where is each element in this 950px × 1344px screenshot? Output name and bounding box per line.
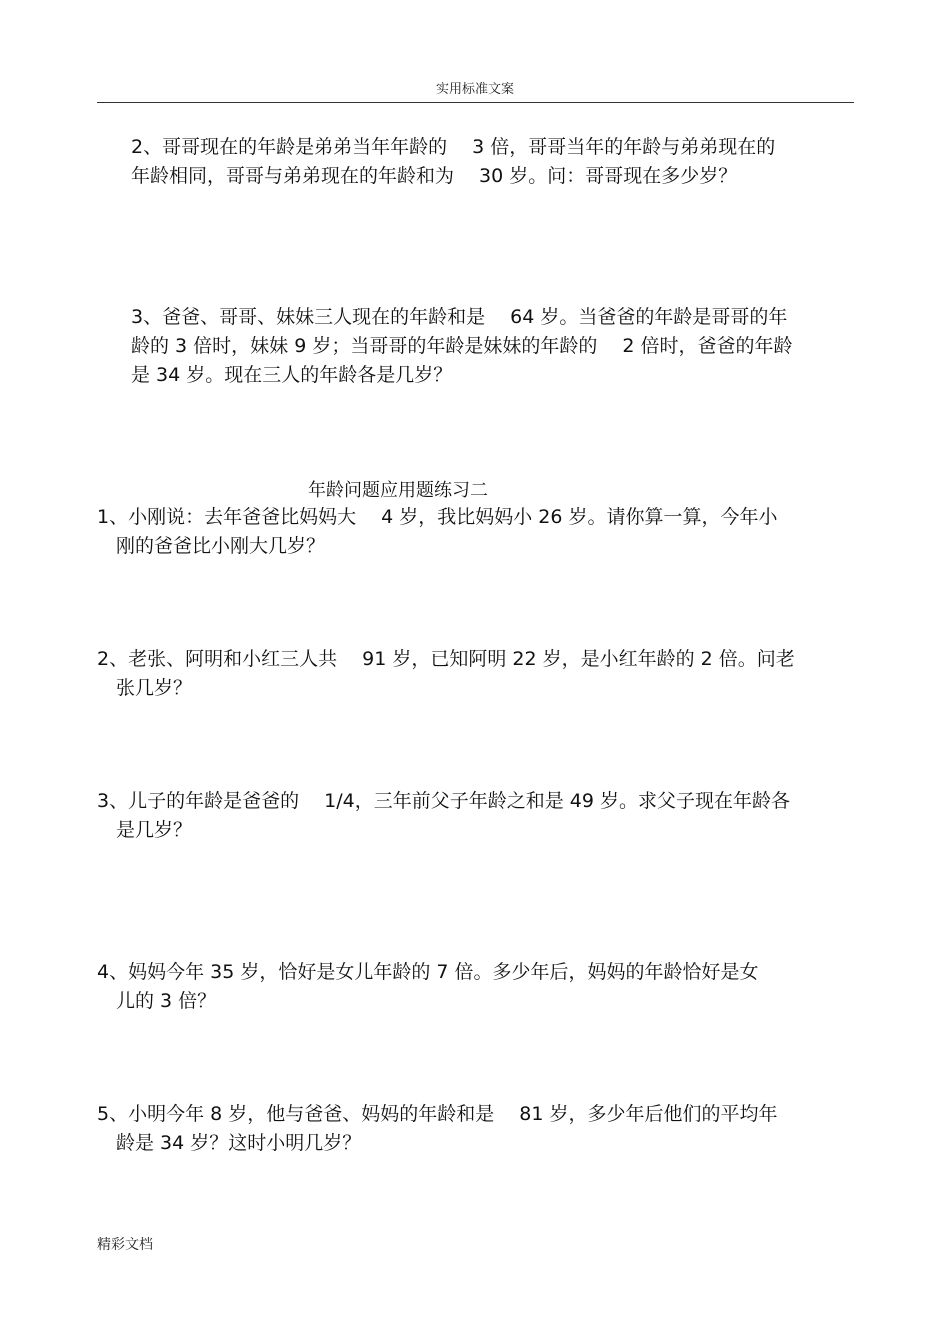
text-line: 龄是 34 岁？这时小明几岁？ [97, 1132, 362, 1154]
problem-part1-3 [131, 303, 793, 390]
problem-part2-5 [97, 1100, 778, 1158]
problem-part2-3 [97, 787, 790, 845]
text-line: 龄的 3 倍时，妹妹 9 岁；当哥哥的年龄是妹妹的年龄的 2 倍时，爸爸的年龄 [131, 335, 793, 357]
text-line: 4、妈妈今年 35 岁，恰好是女儿年龄的 7 倍。多少年后，妈妈的年龄恰好是女 [97, 961, 759, 983]
page-header: 实用标准文案 [435, 82, 514, 97]
problem-part2-1 [97, 503, 778, 561]
text-line: 是几岁？ [97, 819, 193, 841]
text-line: 5、小明今年 8 岁，他与爸爸、妈妈的年龄和是 81 岁，多少年后他们的平均年 [97, 1103, 778, 1125]
text-line: 2、哥哥现在的年龄是弟弟当年年龄的 3 倍，哥哥当年的年龄与弟弟现在的 [131, 136, 776, 158]
text-line: 3、儿子的年龄是爸爸的 1/4，三年前父子年龄之和是 49 岁。求父子现在年龄各 [97, 790, 790, 812]
text-line: 是 34 岁。现在三人的年龄各是几岁？ [131, 364, 453, 386]
header-divider [97, 102, 854, 103]
problem-part2-2 [97, 645, 795, 703]
text-line: 2、老张、阿明和小红三人共 91 岁，已知阿明 22 岁，是小红年龄的 2 倍。问老 [97, 648, 795, 670]
problem-part1-2 [131, 133, 775, 191]
text-line: 3、爸爸、哥哥、妹妹三人现在的年龄和是 64 岁。当爸爸的年龄是哥哥的年 [131, 306, 788, 328]
text-line: 张几岁？ [97, 677, 193, 699]
text-line: 年龄相同，哥哥与弟弟现在的年龄和为 30 岁。问：哥哥现在多少岁？ [131, 165, 738, 187]
text-line: 刚的爸爸比小刚大几岁？ [97, 535, 326, 557]
page-footer: 精彩文档 [97, 1237, 153, 1253]
text-line: 儿的 3 倍？ [97, 990, 217, 1012]
section-title: 年龄问题应用题练习二 [308, 480, 488, 501]
problem-part2-4 [97, 958, 759, 1016]
text-line: 1、小刚说：去年爸爸比妈妈大 4 岁，我比妈妈小 26 岁。请你算一算，今年小 [97, 506, 778, 528]
